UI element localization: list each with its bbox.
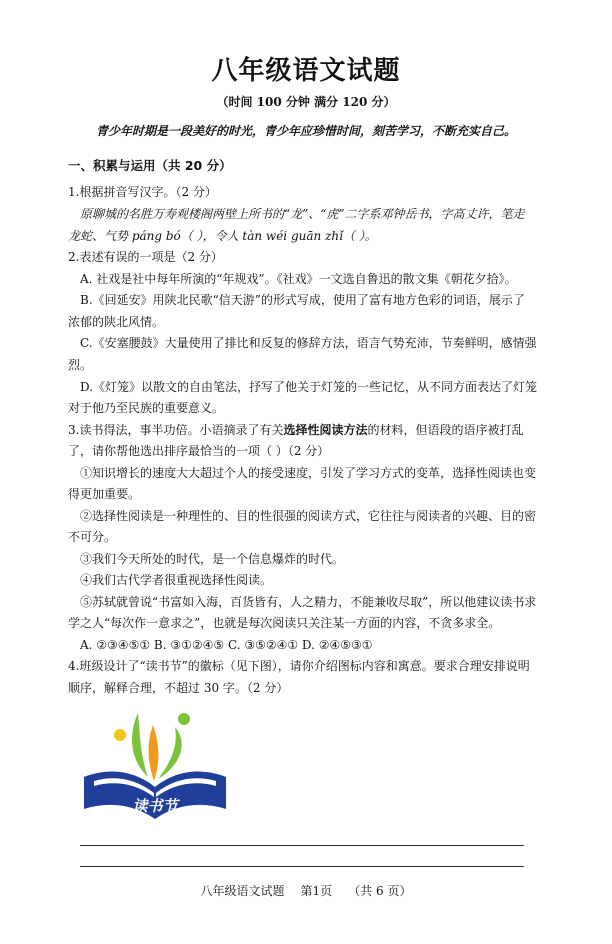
- section-heading: 一、积累与运用（共 20 分）: [68, 158, 232, 173]
- q3-stem-pre: 3.读书得法，事半功倍。小语摘录了有关: [68, 423, 284, 437]
- q1-text-line2: 龙蛇、气势 páng bó（ ），令人 tàn wéi guān zhǐ（ ）。: [68, 229, 377, 243]
- footer-page: 第1页: [300, 884, 333, 898]
- q1-text-line1: 原聊城的名胜万寿观楼阁两壁上所书的“龙”、“虎”二字系邓钟岳书，字高丈许，笔走: [80, 207, 525, 221]
- q4-stem-cont: 顺序，解释合理，不超过 30 字。（2 分）: [68, 681, 289, 695]
- q2-option-d: D.《灯笼》以散文的自由笔法，抒写了他关于灯笼的一些记忆，从不同方面表达了灯笼: [80, 380, 538, 394]
- reading-festival-logo: [80, 705, 230, 825]
- q2-option-d-cont: 对于他乃至民族的重要意义。: [68, 401, 225, 415]
- q3-sentence-5-cont: 学之人“每次作一意求之”，也就是每次阅读只关注某一方面的内容，不贪多求全。: [68, 616, 501, 630]
- logo-label: 读书节: [132, 797, 178, 815]
- footer-name: 八年级语文试题: [200, 884, 285, 898]
- q4-stem: 4.班级设计了“读书节”的徽标（见下图），请你介绍图标内容和寓意。要求合理安排说明: [68, 659, 530, 673]
- logo-graphic: [80, 705, 230, 825]
- q3-stem-cont: 了，请你帮他选出排序最恰当的一项（ ）（2 分）: [68, 444, 330, 458]
- exam-time-info: （时间 100 分钟 满分 120 分）: [216, 95, 396, 109]
- q3-sentence-5: ⑤苏轼就曾说“书富如入海，百货皆有，人之精力，不能兼收尽取”，所以他建议读书求: [80, 595, 537, 609]
- q3-stem: [68, 422, 523, 438]
- q2-option-b: B.《回延安》用陕北民歌“信天游”的形式写成，使用了富有地方色彩的词语，展示了: [80, 293, 525, 307]
- q3-sentence-4: ④我们古代学者很重视选择性阅读。: [80, 573, 273, 587]
- q2-option-a: A. 社戏是社中每年所演的“年规戏”。《社戏》一文选自鲁迅的散文集《朝花夕拾》。: [80, 272, 517, 286]
- answer-line-1: [80, 845, 524, 846]
- q3-options: A. ②③④⑤① B. ③①②④⑤ C. ③⑤②④① D. ②④⑤③①: [80, 638, 373, 652]
- q2-option-c-cont: 烈。: [68, 358, 93, 372]
- q3-sentence-2: ②选择性阅读是一种理性的、目的性很强的阅读方式，它往往与阅读者的兴趣、目的密: [80, 509, 537, 523]
- q3-sentence-1: ①知识增长的速度大大超过个人的接受速度，引发了学习方式的变革，选择性阅读也变: [80, 466, 537, 480]
- q3-sentence-2-cont: 不可分。: [68, 530, 117, 544]
- page-footer: [0, 882, 612, 899]
- q3-sentence-3: ③我们今天所处的时代，是一个信息爆炸的时代。: [80, 552, 345, 566]
- motto: 青少年时期是一段美好的时光，青少年应珍惜时间，刻苦学习，不断充实自己。: [95, 124, 516, 138]
- q3-stem-bold: 选择性阅读方法: [283, 423, 368, 437]
- page-title: 八年级语文试题: [211, 56, 401, 86]
- q3-sentence-1-cont: 得更加重要。: [68, 487, 141, 501]
- q2-stem: 2.表述有误的一项是（2 分）: [68, 250, 223, 264]
- q3-stem-post: 的材料，但语段的语序被打乱: [367, 423, 524, 437]
- q2-option-b-cont: 浓郁的陕北风情。: [68, 315, 165, 329]
- q2-option-c: C.《安塞腰鼓》大量使用了排比和反复的修辞方法，语言气势充沛，节奏鲜明，感情强: [80, 336, 537, 350]
- q1-stem: 1.根据拼音写汉字。（2 分）: [68, 185, 217, 199]
- answer-line-2: [80, 866, 524, 867]
- footer-total: （共 6 页）: [348, 884, 412, 898]
